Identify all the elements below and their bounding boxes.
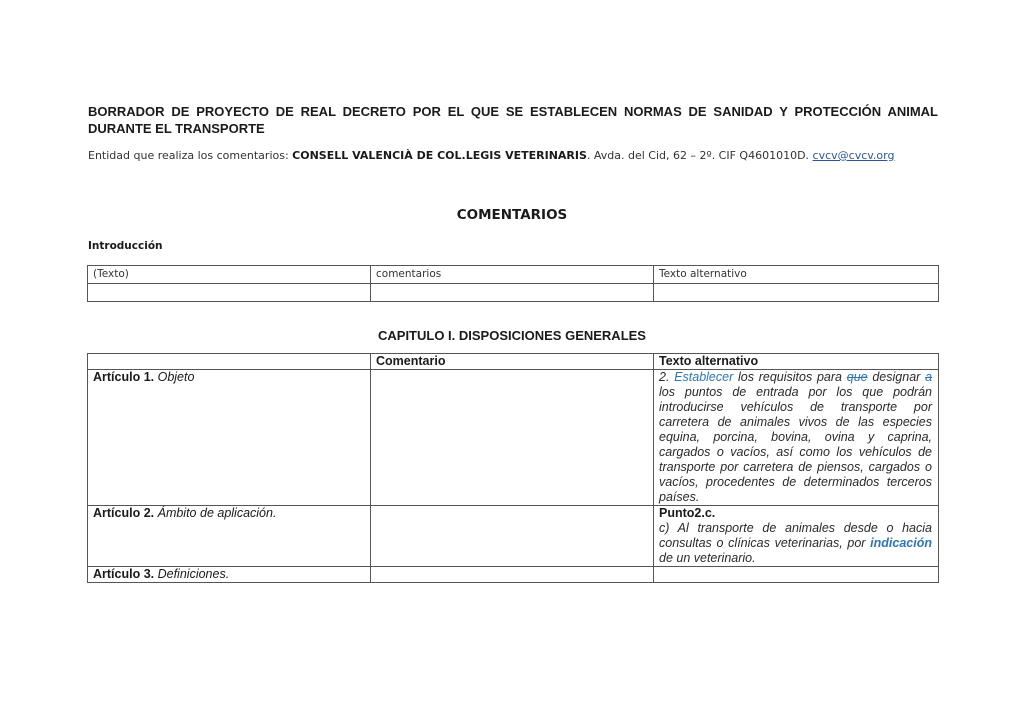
- alternative-text-cell: [654, 370, 939, 506]
- intro-table: [87, 265, 939, 302]
- article-number: Artículo 2.: [93, 506, 155, 520]
- table-cell: [88, 284, 371, 302]
- table-row: [88, 354, 939, 370]
- alt-text-insertion: Establecer: [674, 370, 734, 384]
- table-header-cell: Texto alternativo: [654, 354, 939, 370]
- entity-address: . Avda. del Cid, 62 – 2º. CIF Q4601010D.: [586, 149, 813, 162]
- table-header-cell: [88, 354, 371, 370]
- chapter-heading: CAPITULO I. DISPOSICIONES GENERALES: [378, 328, 646, 343]
- comment-cell: [371, 567, 654, 583]
- entity-name: CONSELL VALENCIÀ DE COL.LEGIS VETERINARIS: [292, 149, 587, 162]
- alt-text-segment: c) Al transporte de animales desde o hacia consultas o clínicas veterinarias, por: [659, 521, 932, 550]
- alt-text-deletion: que: [846, 370, 868, 384]
- alt-text-segment: 2.: [659, 370, 675, 384]
- table-row: [88, 370, 939, 506]
- entity-prefix: Entidad que realiza los comentarios:: [88, 149, 293, 162]
- table-row: [88, 506, 939, 567]
- alt-text-segment: de un veterinario.: [659, 551, 756, 565]
- alt-text-insertion: indicación: [870, 536, 932, 550]
- alt-text-segment: los requisitos para: [733, 370, 847, 384]
- point-reference: Punto2.c.: [659, 506, 716, 520]
- table-header-cell: Comentario: [371, 354, 654, 370]
- alternative-text-cell: [654, 567, 939, 583]
- table-row: [88, 567, 939, 583]
- article-number: Artículo 1.: [93, 370, 155, 384]
- article-name: Definiciones.: [157, 567, 230, 581]
- alt-text-deletion: a: [925, 370, 933, 384]
- intro-label: Introducción: [88, 240, 163, 252]
- article-number: Artículo 3.: [93, 567, 155, 581]
- table-header-cell: (Texto): [88, 266, 371, 284]
- document-title: BORRADOR DE PROYECTO DE REAL DECRETO POR EL QUE SE ESTABLECEN NORMAS DE SANIDAD Y PROTECCIÓN ANIMAL DURANTE EL TRANSPORTE: [88, 104, 938, 136]
- table-row: [88, 284, 939, 302]
- table-header-cell: Texto alternativo: [654, 266, 939, 284]
- table-cell: [371, 284, 654, 302]
- entity-line: [88, 148, 948, 164]
- article-cell: [88, 506, 371, 567]
- alt-text-segment: designar: [867, 370, 926, 384]
- table-row: [88, 266, 939, 284]
- table-cell: [654, 284, 939, 302]
- entity-email-link[interactable]: cvcv@cvcv.org: [812, 149, 895, 162]
- table-header-cell: comentarios: [371, 266, 654, 284]
- comment-cell: [371, 370, 654, 506]
- alternative-text-cell: [654, 506, 939, 567]
- section-heading: COMENTARIOS: [456, 207, 568, 223]
- alt-text-segment: los puntos de entrada por los que podrán introducirse vehículos de transporte por carretera de animales vivos de las especies equina, porcina, bovina, ovina y caprina, cargados o vacíos, así como los vehículos de transporte por carretera de piensos, cargados o vacíos, procedentes de determinados terceros países.: [659, 385, 932, 504]
- article-name: Objeto: [157, 370, 195, 384]
- comment-cell: [371, 506, 654, 567]
- article-name: Ámbito de aplicación.: [157, 506, 277, 520]
- article-cell: [88, 567, 371, 583]
- chapter-table: [87, 353, 939, 583]
- article-cell: [88, 370, 371, 506]
